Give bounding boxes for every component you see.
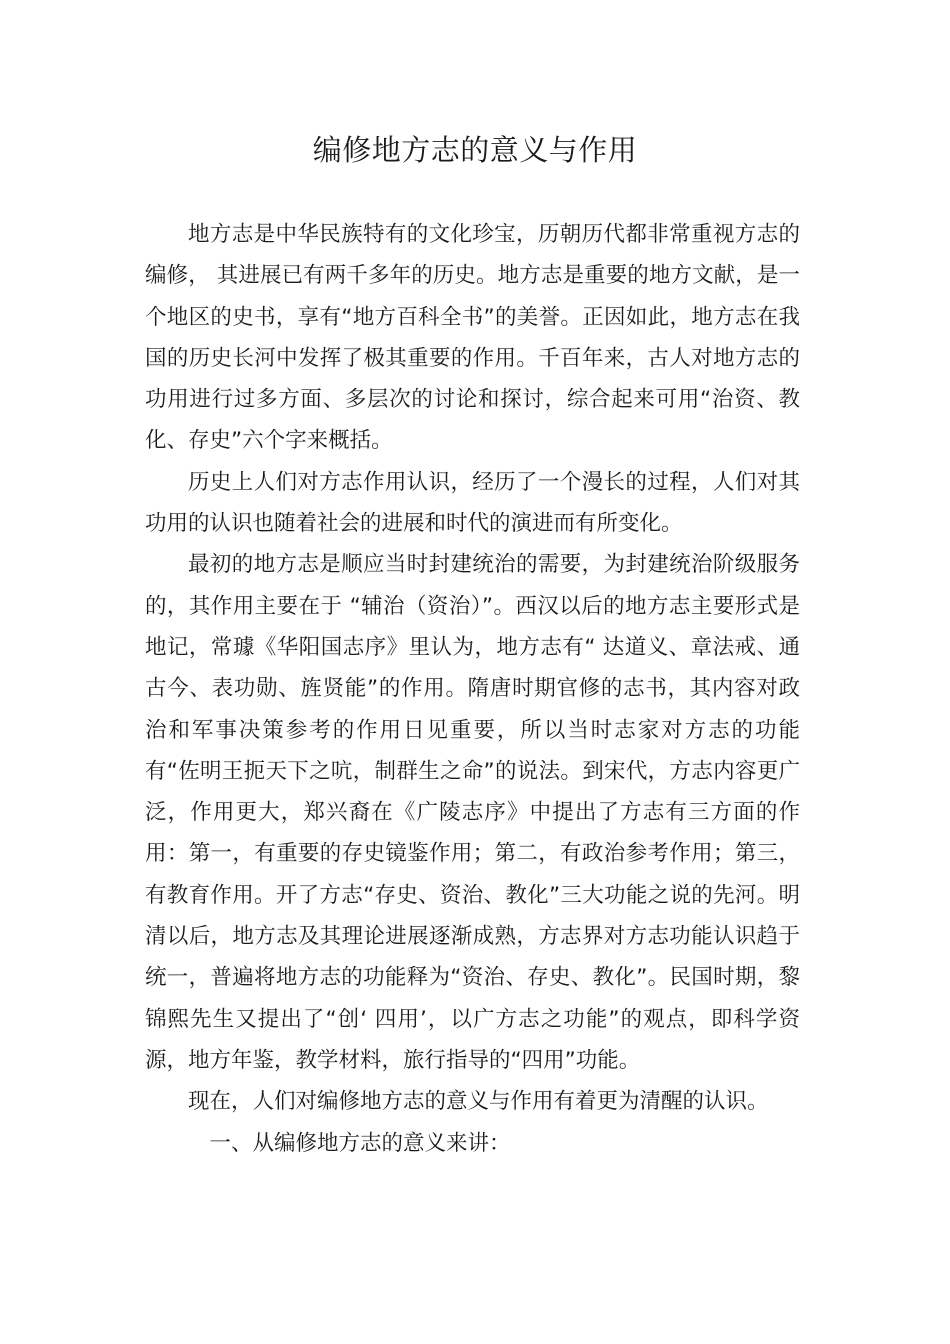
- paragraph-intro: 地方志是中华民族特有的文化珍宝，历朝历代都非常重视方志的编修， 其进展已有两千多年的历史。地方志是重要的地方文献，是一个地区的史书，享有“地方百科全书”的美誉。正因如此，地方志在我国的历史长河中发挥了极其重要的作用。千百年来，古人对地方志的功用进行过多方面、多层次的讨论和探讨，综合起来可用“治资、教化、存史”六个字来概括。: [145, 222, 800, 454]
- document-title: 编修地方志的意义与作用: [312, 133, 638, 167]
- paragraph-modern-understanding: 现在，人们对编修地方志的意义与作用有着更为清醒的认识。: [188, 1089, 769, 1115]
- paragraph-historical-evolution: 最初的地方志是顺应当时封建统治的需要，为封建统治阶级服务的，其作用主要在于 “辅治（资治）”。西汉以后的地方志主要形式是地记，常璩《华阳国志序》里认为，地方志有“ 达道义、章法戒、通古今、表功勋、旌贤能”的作用。隋唐时期官修的志书，其内容对政治和军事决策参考的作用日见重要，所以当时志家对方志的功能有“佐明王扼天下之吭，制群生之命”的说法。到宋代，方志内容更广泛，作用更大，郑兴裔在《广陵志序》中提出了方志有三方面的作用：第一，有重要的存史镜鉴作用；第二，有政治参考作用；第三，有教育作用。开了方志“存史、资治、教化”三大功能之说的先河。明清以后，地方志及其理论进展逐渐成熟，方志界对方志功能认识趋于统一，普遍将地方志的功能释为“资治、存史、教化”。民国时期，黎锦熙先生又提出了“创‘ 四用’，以广方志之功能”的观点，即科学资源，地方年鉴，教学材料，旅行指导的“四用”功能。: [145, 552, 800, 1073]
- document-body: [145, 214, 800, 1164]
- section-heading: 一、从编修地方志的意义来讲：: [209, 1130, 511, 1156]
- paragraph-history-overview: 历史上人们对方志作用认识，经历了一个漫长的过程，人们对其功用的认识也随着社会的进展和时代的演进而有所变化。: [145, 469, 800, 537]
